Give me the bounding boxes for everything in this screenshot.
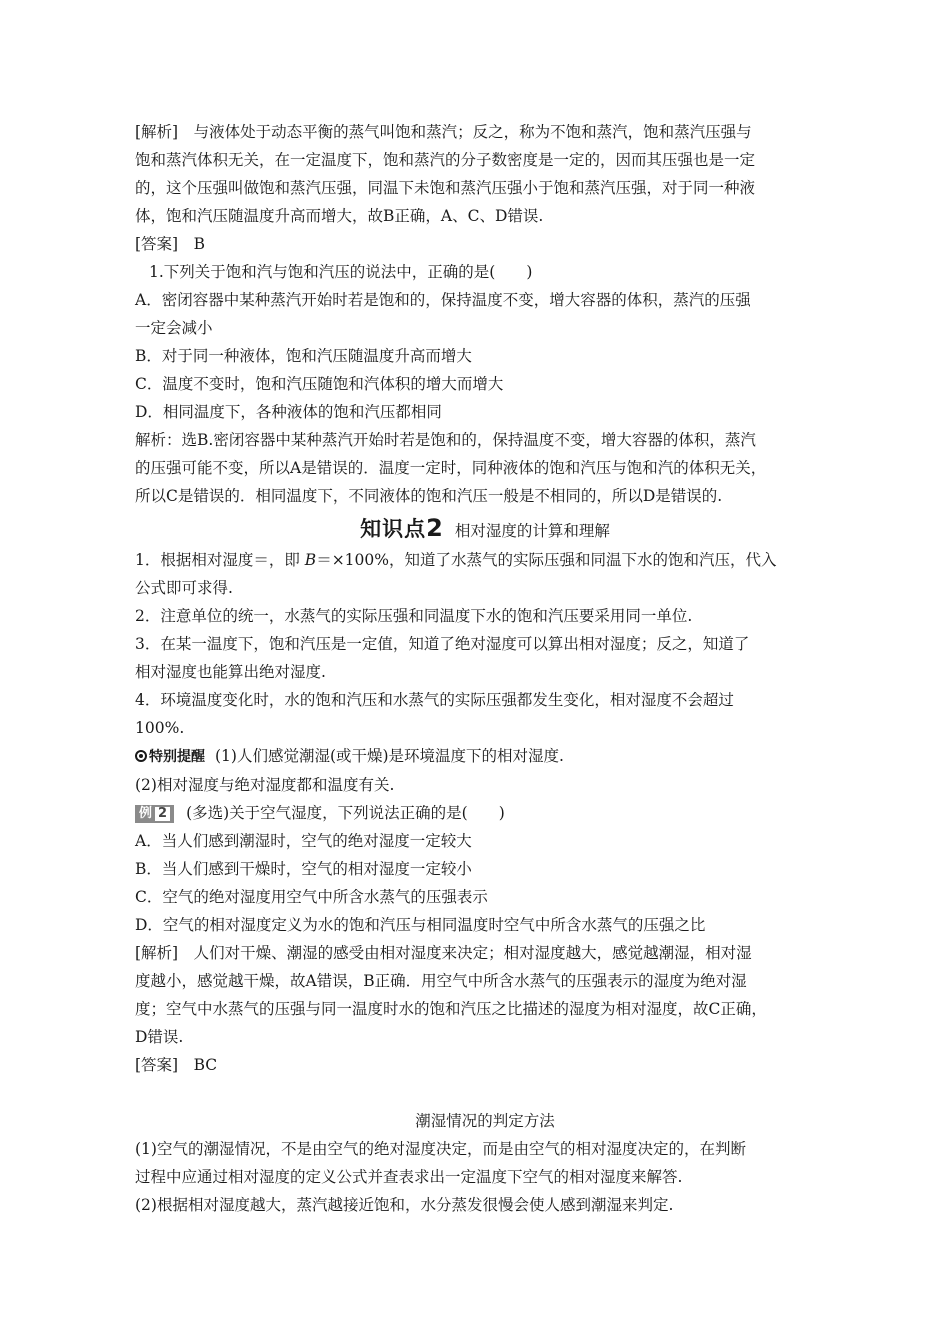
analysis-line: 饱和蒸汽体积无关，在一定温度下，饱和蒸汽的分子数密度是一定的，因而其压强也是一定 [135, 151, 756, 169]
method-line: (1)空气的潮湿情况，不是由空气的绝对湿度决定，而是由空气的相对湿度决定的，在判断 [135, 1140, 746, 1158]
special-note [135, 742, 835, 771]
analysis-line: D错误. [135, 1028, 184, 1046]
knowledge-item-1-cont: 公式即可求得. [135, 579, 233, 597]
analysis-line: [解析] 与液体处于动态平衡的蒸气叫饱和蒸汽；反之，称为不饱和蒸汽，饱和蒸汽压强与 [135, 123, 752, 141]
knowledge-point-number: 2 [426, 514, 443, 542]
method-line: 过程中应通过相对湿度的定义公式并查表求出一定温度下空气的相对湿度来解答. [135, 1168, 683, 1186]
analysis-line: 体，饱和汽压随温度升高而增大，故B正确，A、C、D错误. [135, 207, 544, 225]
knowledge-item-2: 2．注意单位的统一，水蒸气的实际压强和同温度下水的饱和汽压要采用同一单位. [135, 607, 693, 625]
analysis-line: 的，这个压强叫做饱和蒸汽压强，同温下未饱和蒸汽压强小于饱和蒸汽压强，对于同一种液 [135, 179, 756, 197]
option-a: A．密闭容器中某种蒸汽开始时若是饱和的，保持温度不变，增大容器的体积，蒸汽的压强 [135, 291, 751, 309]
special-note-line2: (2)相对湿度与绝对湿度都和温度有关. [135, 776, 395, 794]
knowledge-item-3: 3．在某一温度下，饱和汽压是一定值，知道了绝对湿度可以算出相对湿度；反之，知道了 [135, 635, 750, 653]
option-c: C．空气的绝对湿度用空气中所含水蒸气的压强表示 [135, 888, 488, 906]
example-badge [135, 805, 174, 823]
option-c: C．温度不变时，饱和汽压随饱和汽体积的增大而增大 [135, 375, 504, 393]
knowledge-point-heading [135, 512, 835, 544]
option-d: D．相同温度下，各种液体的饱和汽压都相同 [135, 403, 442, 421]
option-b: B．对于同一种液体，饱和汽压随温度升高而增大 [135, 347, 472, 365]
knowledge-item-4: 4．环境温度变化时，水的饱和汽压和水蒸气的实际压强都发生变化，相对湿度不会超过 [135, 691, 734, 709]
analysis-line: [解析] 人们对干燥、潮湿的感受由相对湿度来决定；相对湿度越大，感觉越潮湿，相对湿 [135, 944, 752, 962]
special-note-label: 特别提醒 [149, 749, 205, 765]
special-note-text: (1)人们感觉潮湿(或干燥)是环境温度下的相对湿度. [215, 747, 564, 765]
special-note-badge [135, 749, 205, 765]
answer-line: [答案] B [135, 235, 205, 253]
knowledge-point-title: 相对湿度的计算和理解 [454, 522, 610, 540]
analysis-line: 的压强可能不变，所以A是错误的．温度一定时，同种液体的饱和汽压与饱和汽的体积无关， [135, 459, 767, 477]
analysis-line: 解析：选B.密闭容器中某种蒸汽开始时若是饱和的，保持温度不变，增大容器的体积，蒸汽 [135, 431, 756, 449]
item-text: 1．根据相对湿度＝，即 [135, 551, 305, 569]
option-d: D．空气的相对湿度定义为水的饱和汽压与相同温度时空气中所含水蒸气的压强之比 [135, 916, 706, 934]
question-stem: 1.下列关于饱和汽与饱和汽压的说法中，正确的是( ) [149, 263, 533, 281]
option-a-cont: 一定会减小 [135, 319, 213, 337]
example-question: (多选)关于空气湿度，下列说法正确的是( ) [186, 804, 505, 822]
example-stem [135, 799, 835, 827]
item-text: ＝×100%，知道了水蒸气的实际压强和同温下水的饱和汽压，代入 [316, 551, 777, 569]
analysis-line: 度越小，感觉越干燥，故A错误，B正确．用空气中所含水蒸气的压强表示的湿度为绝对湿 [135, 972, 747, 990]
example-number: 2 [155, 807, 170, 821]
variable-b: B [304, 551, 317, 569]
knowledge-item-3-cont: 相对湿度也能算出绝对湿度. [135, 663, 326, 681]
bullet-circle-icon [135, 750, 147, 762]
method-line: (2)根据相对湿度越大，蒸汽越接近饱和，水分蒸发很慢会使人感到潮湿来判定. [135, 1196, 674, 1214]
document-body [135, 118, 835, 1219]
option-a: A．当人们感到潮湿时，空气的绝对湿度一定较大 [135, 832, 472, 850]
answer-line: [答案] BC [135, 1056, 218, 1074]
analysis-line: 度；空气中水蒸气的压强与同一温度时水的饱和汽压之比描述的湿度为相对湿度，故C正确， [135, 1000, 767, 1018]
method-title: 潮湿情况的判定方法 [415, 1112, 555, 1130]
option-b: B．当人们感到干燥时，空气的相对湿度一定较小 [135, 860, 472, 878]
section-gap [135, 1079, 835, 1107]
example-label: 例 [139, 806, 153, 821]
knowledge-item-4-cont: 100%. [135, 719, 185, 737]
analysis-line: 所以C是错误的．相同温度下，不同液体的饱和汽压一般是不相同的，所以D是错误的. [135, 487, 723, 505]
knowledge-point-label: 知识点 [360, 517, 427, 541]
knowledge-item-1 [135, 546, 835, 574]
